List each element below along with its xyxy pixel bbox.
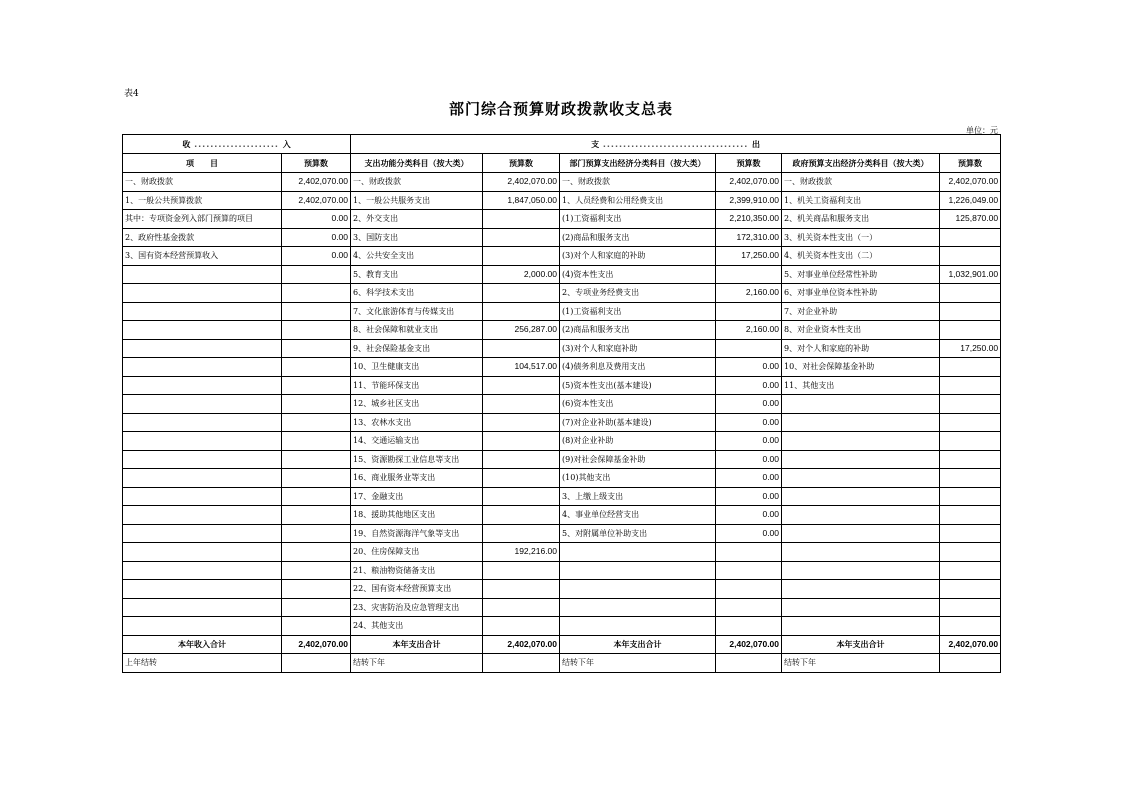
table-row (123, 376, 1001, 395)
item-label-cell: 16、商业服务业等支出 (351, 469, 483, 488)
item-label-cell: 1、一般公共服务支出 (351, 191, 483, 210)
item-label-cell: 21、粮油物资储备支出 (351, 561, 483, 580)
item-label-cell (123, 617, 282, 636)
table-row (123, 432, 1001, 451)
budget-amount-cell (716, 580, 782, 599)
budget-amount-cell: 2,402,070.00 (716, 635, 782, 654)
budget-amount-cell (483, 284, 560, 303)
col-header-func: 支出功能分类科目（按大类） (351, 154, 483, 173)
budget-amount-cell: 1,847,050.00 (483, 191, 560, 210)
item-label-cell (560, 561, 716, 580)
budget-amount-cell: 2,160.00 (716, 284, 782, 303)
budget-amount-cell: 2,402,070.00 (282, 635, 351, 654)
budget-amount-cell (483, 413, 560, 432)
item-label-cell: 6、对事业单位资本性补助 (782, 284, 940, 303)
budget-amount-cell (940, 284, 1001, 303)
item-label-cell: (8)对企业补助 (560, 432, 716, 451)
item-label-cell (560, 543, 716, 562)
budget-amount-cell (483, 247, 560, 266)
budget-amount-cell: 0.00 (716, 358, 782, 377)
item-label-cell: (2)商品和服务支出 (560, 321, 716, 340)
item-label-cell (123, 598, 282, 617)
budget-amount-cell (716, 302, 782, 321)
budget-amount-cell (716, 265, 782, 284)
budget-amount-cell: 256,287.00 (483, 321, 560, 340)
item-label-cell: 3、上缴上级支出 (560, 487, 716, 506)
carry-over-row (123, 654, 1001, 673)
budget-amount-cell (940, 395, 1001, 414)
item-label-cell: (6)资本性支出 (560, 395, 716, 414)
budget-amount-cell (282, 339, 351, 358)
item-label-cell: 11、节能环保支出 (351, 376, 483, 395)
budget-amount-cell: 0.00 (716, 450, 782, 469)
item-label-cell: 其中：专项资金列入部门预算的项目 (123, 210, 282, 229)
item-label-cell (123, 395, 282, 414)
budget-amount-cell (716, 617, 782, 636)
item-label-cell: 9、社会保险基金支出 (351, 339, 483, 358)
item-label-cell: 2、专项业务经费支出 (560, 284, 716, 303)
budget-amount-cell (282, 284, 351, 303)
budget-amount-cell: 125,870.00 (940, 210, 1001, 229)
budget-amount-cell (282, 617, 351, 636)
budget-amount-cell (483, 487, 560, 506)
budget-amount-cell (483, 598, 560, 617)
item-label-cell (782, 487, 940, 506)
budget-amount-cell (483, 561, 560, 580)
table-row (123, 580, 1001, 599)
budget-amount-cell (483, 210, 560, 229)
table-row (123, 524, 1001, 543)
budget-amount-cell: 2,160.00 (716, 321, 782, 340)
budget-amount-cell: 2,402,070.00 (940, 173, 1001, 192)
budget-amount-cell (282, 432, 351, 451)
item-label-cell (782, 432, 940, 451)
item-label-cell: 19、自然资源海洋气象等支出 (351, 524, 483, 543)
budget-amount-cell: 17,250.00 (940, 339, 1001, 358)
table-row (123, 543, 1001, 562)
budget-amount-cell: 0.00 (716, 395, 782, 414)
budget-amount-cell (940, 543, 1001, 562)
budget-amount-cell: 2,402,070.00 (282, 191, 351, 210)
budget-amount-cell (282, 543, 351, 562)
table-row (123, 302, 1001, 321)
item-label-cell: 12、城乡社区支出 (351, 395, 483, 414)
budget-amount-cell: 192,216.00 (483, 543, 560, 562)
budget-amount-cell: 2,000.00 (483, 265, 560, 284)
item-label-cell (782, 469, 940, 488)
item-label-cell: 一、财政拨款 (782, 173, 940, 192)
budget-amount-cell (282, 450, 351, 469)
item-label-cell: (5)资本性支出(基本建设) (560, 376, 716, 395)
table-row (123, 173, 1001, 192)
item-label-cell: 4、公共安全支出 (351, 247, 483, 266)
item-label-cell: 本年支出合计 (560, 635, 716, 654)
table-row (123, 247, 1001, 266)
budget-amount-cell (282, 487, 351, 506)
budget-amount-cell (483, 450, 560, 469)
budget-amount-cell (483, 395, 560, 414)
item-label-cell: 1、机关工资福利支出 (782, 191, 940, 210)
budget-amount-cell (282, 413, 351, 432)
item-label-cell: 24、其他支出 (351, 617, 483, 636)
budget-amount-cell (483, 302, 560, 321)
budget-amount-cell (483, 228, 560, 247)
item-label-cell: 22、国有资本经营预算支出 (351, 580, 483, 599)
budget-amount-cell (716, 561, 782, 580)
item-label-cell: 11、其他支出 (782, 376, 940, 395)
table-number-label: 表4 (124, 89, 139, 99)
item-label-cell: (1)工资福利支出 (560, 210, 716, 229)
budget-amount-cell: 2,402,070.00 (483, 173, 560, 192)
budget-amount-cell: 0.00 (716, 506, 782, 525)
item-label-cell: 8、对企业资本性支出 (782, 321, 940, 340)
item-label-cell: (10)其他支出 (560, 469, 716, 488)
budget-amount-cell: 2,402,070.00 (483, 635, 560, 654)
item-label-cell (123, 339, 282, 358)
item-label-cell: 17、金融支出 (351, 487, 483, 506)
budget-amount-cell: 0.00 (282, 228, 351, 247)
budget-amount-cell (483, 339, 560, 358)
budget-amount-cell: 0.00 (282, 210, 351, 229)
budget-amount-cell: 0.00 (282, 247, 351, 266)
budget-amount-cell (282, 265, 351, 284)
budget-amount-cell (940, 247, 1001, 266)
item-label-cell: 一、财政拨款 (123, 173, 282, 192)
budget-amount-cell (940, 413, 1001, 432)
item-label-cell: 一、财政拨款 (351, 173, 483, 192)
item-label-cell: 8、社会保障和就业支出 (351, 321, 483, 340)
budget-amount-cell: 0.00 (716, 524, 782, 543)
col-header-budget: 预算数 (483, 154, 560, 173)
budget-amount-cell (940, 321, 1001, 340)
col-header-dept-econ: 部门预算支出经济分类科目（按大类） (560, 154, 716, 173)
table-row (123, 617, 1001, 636)
budget-amount-cell (483, 580, 560, 599)
item-label-cell: 1、一般公共预算拨款 (123, 191, 282, 210)
item-label-cell: 4、机关资本性支出（二） (782, 247, 940, 266)
item-label-cell: 3、机关资本性支出（一） (782, 228, 940, 247)
item-label-cell: 13、农林水支出 (351, 413, 483, 432)
item-label-cell: 本年收入合计 (123, 635, 282, 654)
budget-amount-cell (282, 524, 351, 543)
item-label-cell: 2、政府性基金拨款 (123, 228, 282, 247)
item-label-cell: 7、对企业补助 (782, 302, 940, 321)
budget-amount-cell (940, 450, 1001, 469)
item-label-cell: 3、国防支出 (351, 228, 483, 247)
expense-section-header: 支 .................................... 出 (351, 135, 1001, 154)
item-label-cell: 4、事业单位经营支出 (560, 506, 716, 525)
budget-amount-cell (282, 506, 351, 525)
totals-row (123, 635, 1001, 654)
section-header-row (123, 135, 1001, 154)
budget-amount-cell (940, 561, 1001, 580)
budget-amount-cell (940, 487, 1001, 506)
budget-amount-cell: 0.00 (716, 469, 782, 488)
budget-amount-cell (483, 376, 560, 395)
table-row (123, 321, 1001, 340)
item-label-cell (123, 561, 282, 580)
item-label-cell (782, 561, 940, 580)
budget-amount-cell (716, 598, 782, 617)
item-label-cell: (4)资本性支出 (560, 265, 716, 284)
item-label-cell: 结转下年 (782, 654, 940, 673)
table-row (123, 358, 1001, 377)
document-title: 部门综合预算财政拨款收支总表 (448, 100, 673, 118)
budget-amount-cell: 2,402,070.00 (716, 173, 782, 192)
item-label-cell: 结转下年 (351, 654, 483, 673)
budget-amount-cell (282, 321, 351, 340)
item-label-cell (782, 580, 940, 599)
item-label-cell: (7)对企业补助(基本建设) (560, 413, 716, 432)
budget-amount-cell (483, 654, 560, 673)
table-row (123, 284, 1001, 303)
budget-amount-cell: 2,402,070.00 (282, 173, 351, 192)
budget-amount-cell (940, 506, 1001, 525)
item-label-cell: 18、援助其他地区支出 (351, 506, 483, 525)
item-label-cell (782, 543, 940, 562)
budget-amount-cell (282, 598, 351, 617)
item-label-cell: 10、卫生健康支出 (351, 358, 483, 377)
item-label-cell (782, 617, 940, 636)
budget-amount-cell: 2,399,910.00 (716, 191, 782, 210)
budget-amount-cell: 2,402,070.00 (940, 635, 1001, 654)
budget-amount-cell: 1,226,049.00 (940, 191, 1001, 210)
item-label-cell: (1)工资福利支出 (560, 302, 716, 321)
budget-amount-cell (282, 580, 351, 599)
budget-amount-cell (483, 524, 560, 543)
table-row (123, 228, 1001, 247)
item-label-cell: 23、灾害防治及应急管理支出 (351, 598, 483, 617)
item-label-cell: 9、对个人和家庭的补助 (782, 339, 940, 358)
budget-amount-cell (483, 469, 560, 488)
item-label-cell: 2、机关商品和服务支出 (782, 210, 940, 229)
budget-amount-cell: 0.00 (716, 376, 782, 395)
budget-amount-cell (940, 598, 1001, 617)
item-label-cell: 3、国有资本经营预算收入 (123, 247, 282, 266)
item-label-cell: 7、文化旅游体育与传媒支出 (351, 302, 483, 321)
table-row (123, 506, 1001, 525)
item-label-cell: (2)商品和服务支出 (560, 228, 716, 247)
item-label-cell (123, 284, 282, 303)
table-row (123, 469, 1001, 488)
budget-amount-cell: 0.00 (716, 487, 782, 506)
item-label-cell (123, 543, 282, 562)
table-row (123, 395, 1001, 414)
item-label-cell (782, 395, 940, 414)
item-label-cell (123, 413, 282, 432)
item-label-cell (123, 524, 282, 543)
budget-amount-cell (940, 524, 1001, 543)
budget-amount-cell: 1,032,901.00 (940, 265, 1001, 284)
item-label-cell (123, 580, 282, 599)
item-label-cell: 5、对附属单位补助支出 (560, 524, 716, 543)
table-row (123, 561, 1001, 580)
table-row (123, 191, 1001, 210)
budget-amount-cell (940, 580, 1001, 599)
budget-amount-cell (716, 543, 782, 562)
item-label-cell: 5、教育支出 (351, 265, 483, 284)
budget-amount-cell (282, 469, 351, 488)
item-label-cell: 本年支出合计 (351, 635, 483, 654)
col-header-budget: 预算数 (716, 154, 782, 173)
budget-amount-cell: 172,310.00 (716, 228, 782, 247)
item-label-cell: 一、财政拨款 (560, 173, 716, 192)
budget-amount-cell (716, 654, 782, 673)
item-label-cell (560, 617, 716, 636)
budget-amount-cell (940, 617, 1001, 636)
item-label-cell: 5、对事业单位经常性补助 (782, 265, 940, 284)
item-label-cell (123, 265, 282, 284)
budget-amount-cell (282, 561, 351, 580)
item-label-cell (123, 302, 282, 321)
budget-amount-cell (282, 395, 351, 414)
budget-summary-table (122, 134, 1001, 673)
item-label-cell: 2、外交支出 (351, 210, 483, 229)
item-label-cell (782, 413, 940, 432)
item-label-cell (782, 450, 940, 469)
item-label-cell: 15、资源勘探工业信息等支出 (351, 450, 483, 469)
item-label-cell: (9)对社会保障基金补助 (560, 450, 716, 469)
item-label-cell (123, 487, 282, 506)
budget-amount-cell (940, 432, 1001, 451)
budget-amount-cell: 0.00 (716, 432, 782, 451)
budget-amount-cell (282, 376, 351, 395)
table-row (123, 265, 1001, 284)
item-label-cell (782, 598, 940, 617)
budget-amount-cell (940, 302, 1001, 321)
budget-amount-cell (483, 617, 560, 636)
unit-label: 单位：元 (966, 126, 998, 135)
budget-amount-cell (716, 339, 782, 358)
budget-amount-cell (940, 228, 1001, 247)
item-label-cell (123, 506, 282, 525)
budget-amount-cell (282, 302, 351, 321)
item-label-cell: 14、交通运输支出 (351, 432, 483, 451)
item-label-cell: 结转下年 (560, 654, 716, 673)
item-label-cell: (3)对个人和家庭的补助 (560, 247, 716, 266)
budget-amount-cell (282, 358, 351, 377)
table-row (123, 598, 1001, 617)
item-label-cell (123, 469, 282, 488)
budget-amount-cell: 17,250.00 (716, 247, 782, 266)
col-header-budget: 预算数 (282, 154, 351, 173)
budget-amount-cell (940, 376, 1001, 395)
budget-amount-cell: 0.00 (716, 413, 782, 432)
table-row (123, 487, 1001, 506)
table-row (123, 210, 1001, 229)
item-label-cell (123, 321, 282, 340)
item-label-cell: (4)债务利息及费用支出 (560, 358, 716, 377)
item-label-cell (782, 506, 940, 525)
budget-amount-cell: 2,210,350.00 (716, 210, 782, 229)
column-header-row (123, 154, 1001, 173)
item-label-cell: 10、对社会保障基金补助 (782, 358, 940, 377)
table-body (123, 135, 1001, 673)
item-label-cell (782, 524, 940, 543)
item-label-cell (560, 580, 716, 599)
item-label-cell (123, 450, 282, 469)
table-row (123, 413, 1001, 432)
item-label-cell: 本年支出合计 (782, 635, 940, 654)
budget-amount-cell (483, 506, 560, 525)
col-header-gov-econ: 政府预算支出经济分类科目（按大类） (782, 154, 940, 173)
budget-amount-cell (940, 358, 1001, 377)
item-label-cell (123, 432, 282, 451)
item-label-cell (560, 598, 716, 617)
budget-amount-cell (282, 654, 351, 673)
income-section-header: 收 ..................... 入 (123, 135, 351, 154)
item-label-cell (123, 358, 282, 377)
budget-amount-cell (940, 469, 1001, 488)
item-label-cell: 1、人员经费和公用经费支出 (560, 191, 716, 210)
item-label-cell: (3)对个人和家庭补助 (560, 339, 716, 358)
budget-amount-cell: 104,517.00 (483, 358, 560, 377)
item-label-cell: 6、科学技术支出 (351, 284, 483, 303)
item-label-cell: 20、住房保障支出 (351, 543, 483, 562)
table-row (123, 450, 1001, 469)
budget-amount-cell (483, 432, 560, 451)
table-row (123, 339, 1001, 358)
budget-amount-cell (940, 654, 1001, 673)
col-header-budget: 预算数 (940, 154, 1001, 173)
col-header-item: 项 目 (123, 154, 282, 173)
item-label-cell (123, 376, 282, 395)
item-label-cell: 上年结转 (123, 654, 282, 673)
